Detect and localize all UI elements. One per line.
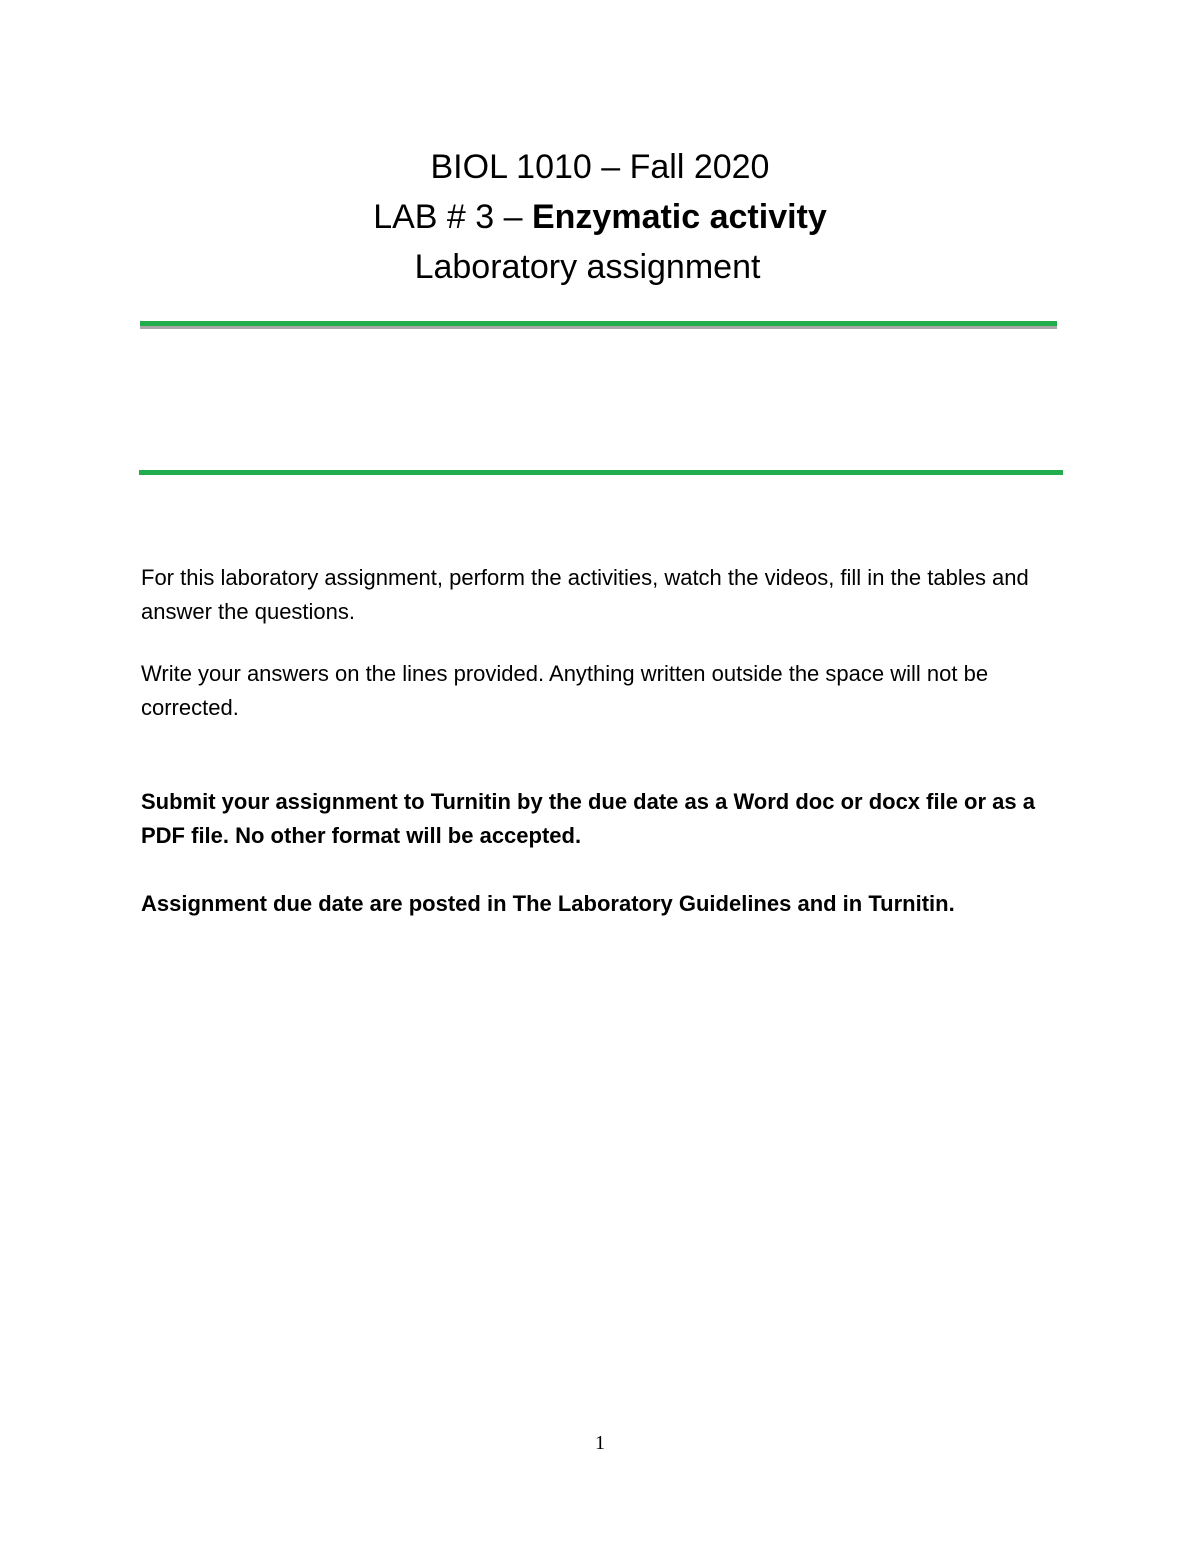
due-date-paragraph: Assignment due date are posted in The Laboratory Guidelines and in Turnitin.	[141, 891, 955, 916]
lab-title-topic: Enzymatic activity	[531, 198, 827, 236]
top-divider	[140, 321, 1057, 326]
title-block	[0, 142, 1200, 292]
top-divider-shadow	[140, 326, 1057, 329]
page-number: 1	[595, 1432, 605, 1454]
bottom-divider	[139, 470, 1063, 475]
lab-title-prefix: LAB # 3 –	[373, 198, 532, 236]
answer-rules-paragraph: Write your answers on the lines provided. Anything written outside the space will not be corrected.	[141, 661, 989, 720]
assignment-subtitle: Laboratory assignment	[414, 248, 761, 286]
course-title: BIOL 1010 – Fall 2020	[430, 148, 770, 186]
instructions-paragraph: For this laboratory assignment, perform the activities, watch the videos, fill in the tables and answer the questions.	[141, 565, 1029, 624]
submission-paragraph: Submit your assignment to Turnitin by the due date as a Word doc or docx file or as a PDF file. No other format will be accepted.	[141, 789, 1035, 848]
lab-title	[0, 192, 1200, 242]
